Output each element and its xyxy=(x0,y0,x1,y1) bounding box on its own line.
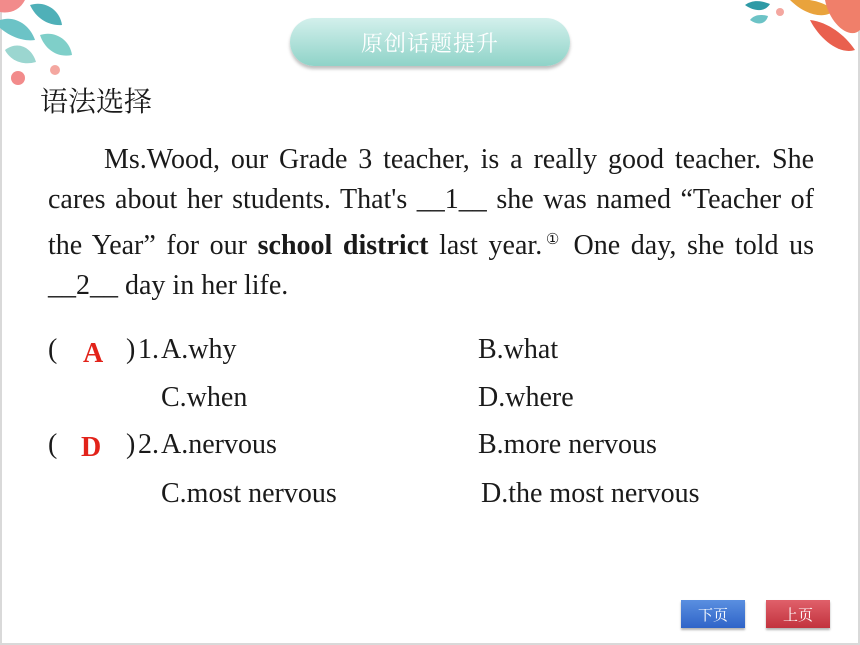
topic-banner xyxy=(290,18,570,66)
banner-text: 原创话题提升 xyxy=(360,31,499,57)
previous-page-button[interactable]: 上页 xyxy=(766,600,830,628)
floral-decoration-icon xyxy=(0,0,80,90)
q2-option-a: A.nervous xyxy=(161,429,277,460)
q1-paren-open: ( xyxy=(48,334,58,365)
footnote-marker: ① xyxy=(542,232,563,248)
q2-paren-open: ( xyxy=(48,429,58,460)
q2-paren-close: ) xyxy=(126,429,136,460)
q2-option-c: C.most nervous xyxy=(161,478,337,509)
q1-option-b: B.what xyxy=(478,334,559,365)
q1-option-d: D.where xyxy=(478,382,574,413)
q1-option-c: C.when xyxy=(161,382,248,413)
slide-border-left xyxy=(0,0,2,645)
next-page-button[interactable]: 下页 xyxy=(681,600,745,628)
passage-part-2: last year. xyxy=(428,230,543,261)
q1-paren-close: ) xyxy=(126,334,136,365)
q2-option-d: D.the most nervous xyxy=(481,478,700,509)
passage-bold-phrase: school district xyxy=(257,230,429,261)
q1-option-a: A.why xyxy=(161,334,237,365)
section-title: 语法选择 xyxy=(40,85,153,118)
passage-part-3: One day, she told us __2__ day in her life. xyxy=(48,230,814,301)
reading-passage xyxy=(48,140,814,306)
leaf-decoration-icon xyxy=(730,0,860,70)
q2-option-b: B.more nervous xyxy=(478,429,657,460)
q1-number: 1. xyxy=(138,334,159,365)
q2-answer: D xyxy=(81,432,102,463)
passage-part-1: Ms.Wood, our Grade 3 teacher, is a really good teacher. She cares about her students. That's __1__ she was named “Teacher of the Year” for our xyxy=(48,144,814,261)
q1-answer: A xyxy=(83,338,104,369)
q2-number: 2. xyxy=(138,429,159,460)
